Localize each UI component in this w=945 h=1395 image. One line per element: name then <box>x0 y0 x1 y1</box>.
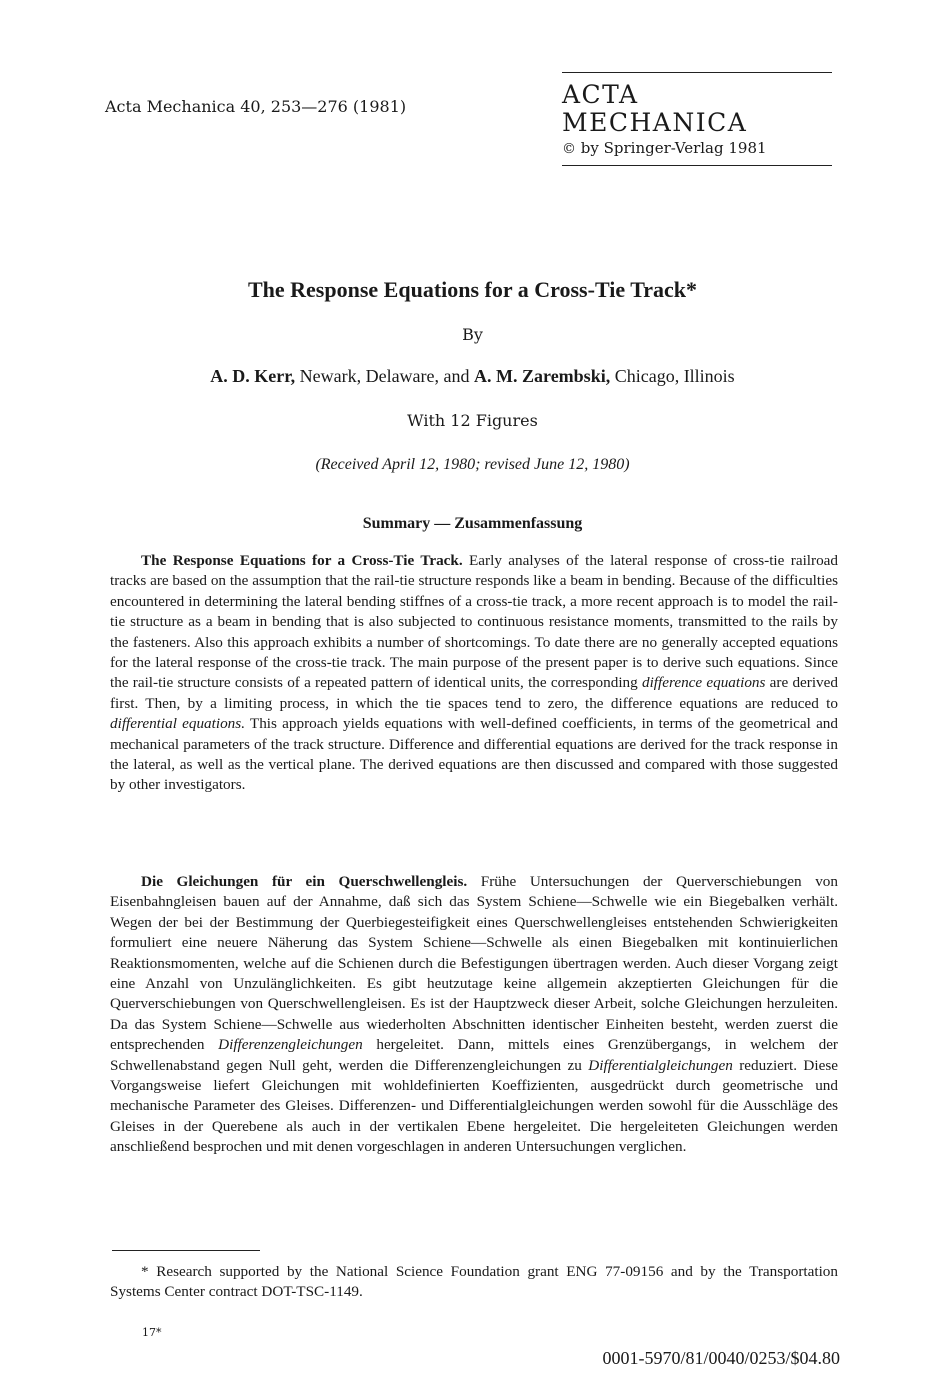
summary-english-text-1: Early analyses of the lateral response of cross-tie railroad tracks are based on the assumption that the rail-tie structure responds like a beam in bending. Because of the difficulties encountered in determining the lateral bending stiffnes of a cross-tie track, a more recent approach is to model the rail-tie structure as a beam in bending that is also subjected to continuous resistance moments, transmitted to the rails by the fasteners. Also this approach exhibits a number of shortcomings. To date there are no generally accepted equations for the lateral response of the cross-tie track. The main purpose of the present paper is to derive such equations. Since the rail-tie structure consists of a repeated pattern of identical units, the corresponding <box>110 552 838 692</box>
summary-english-emphasis-2: differential equations. <box>110 715 245 733</box>
author-2-affiliation: Chicago, Illinois <box>614 366 735 386</box>
journal-citation: Acta Mechanica 40, 253—276 (1981) <box>105 97 407 116</box>
summary-english-emphasis-1: difference equations <box>641 674 766 692</box>
article-code: 0001-5970/81/0040/0253/$04.80 <box>602 1348 840 1368</box>
summary-english <box>110 551 838 796</box>
footnote-rule <box>112 1250 260 1251</box>
author-line <box>0 366 945 387</box>
byline-by: By <box>462 325 483 344</box>
summary-german-lead: Die Gleichungen für ein Querschwellengleis. <box>141 873 468 890</box>
summary-german-emphasis-1: Differenzengleichungen <box>218 1036 363 1054</box>
received-dates: (Received April 12, 1980; revised June 12, 1980) <box>315 456 630 473</box>
figure-count: With 12 Figures <box>407 411 538 430</box>
author-1-affiliation: Newark, Delaware, and <box>299 366 470 386</box>
summary-english-text-2: are derived first. Then, by a limiting process, in which the tie spaces tend to zero, the difference equations are reduced to <box>110 674 838 712</box>
copyright-text: by Springer-Verlag 1981 <box>580 139 767 157</box>
summary-german <box>110 872 838 1158</box>
footnote: * Research supported by the National Science Foundation grant ENG 77-09156 and by the Transportation Systems Center contract DOT-TSC-1149. <box>110 1263 838 1301</box>
author-1-name: A. D. Kerr, <box>210 366 296 386</box>
summary-german-text-3: reduziert. Diese Vorgangsweise liefert Gleichungen mit wohldefinierten Koeffizienten, ausgedrückt durch geometrische und mechanische Parameter des Gleises. Differenzen- und Differentialgleichungen werden sowohl für die Ausschläge des Gleises in der Querebene als auch in der vertikalen Ebene hergeleitet. Die hergeleiteten Gleichungen werden anschließend besprochen und mit denen vorgeschlagen in anderen Untersuchungen verglichen. <box>110 1056 838 1156</box>
summary-english-text-3: This approach yields equations with well-defined coefficients, in terms of the geometrical and mechanical parameters of the track structure. Difference and differential equations are derived for the track response in the lateral, as well as the vertical plane. The derived equations are then discussed and compared with those suggested by other investigators. <box>110 715 838 794</box>
copyright-line <box>562 139 832 157</box>
paper-title: The Response Equations for a Cross-Tie Track* <box>247 277 698 302</box>
summary-german-text-2: hergeleitet. Dann, mittels eines Grenzübergangs, in welchem der Schwellenabstand gegen Null geht, werden die Differenzengleichungen zu <box>110 1036 838 1074</box>
copyright-icon: © <box>562 141 576 157</box>
summary-english-lead: The Response Equations for a Cross-Tie Track. <box>141 552 463 569</box>
summary-german-text-1: Frühe Untersuchungen der Querverschiebungen von Eisenbahngleisen bauen auf der Annahme, daß sich das System Schiene—Schwelle wie ein Biegebalken verhält. Wegen der bei der Bestimmung der Querbiegesteifigkeit eines Querschwellengleises entstehenden Schwierigkeiten formuliert eine neuere Näherung das System Schiene—Schwelle als einen Biegebalken mit kontinuierlichen Reaktionsmomenten, welche auf die Schienen durch die Befestigungen übertragen werden. Auch dieser Vorgang zeigt eine Anzahl von Unzulänglichkeiten. Es gibt heutzutage keine allgemein akzeptierten Gleichungen für die Querverschiebungen von Querschwellengleisen. Es ist der Hauptzweck dieser Arbeit, solche Gleichungen herzuleiten. Da das System Schiene—Schwelle aus wiederholten Abschnitten identischer Einheiten besteht, werden zuerst die entsprechenden <box>110 873 838 1054</box>
journal-name: ACTA MECHANICA <box>562 80 748 137</box>
summary-heading: Summary — Zusammenfassung <box>362 515 583 532</box>
author-2-name: A. M. Zarembski, <box>474 366 611 386</box>
masthead-top-rule <box>562 72 832 73</box>
summary-german-emphasis-2: Differentialgleichungen <box>588 1056 733 1074</box>
journal-masthead <box>562 72 832 166</box>
masthead-bottom-rule <box>562 165 832 166</box>
page-signature-mark: 17* <box>142 1326 162 1339</box>
